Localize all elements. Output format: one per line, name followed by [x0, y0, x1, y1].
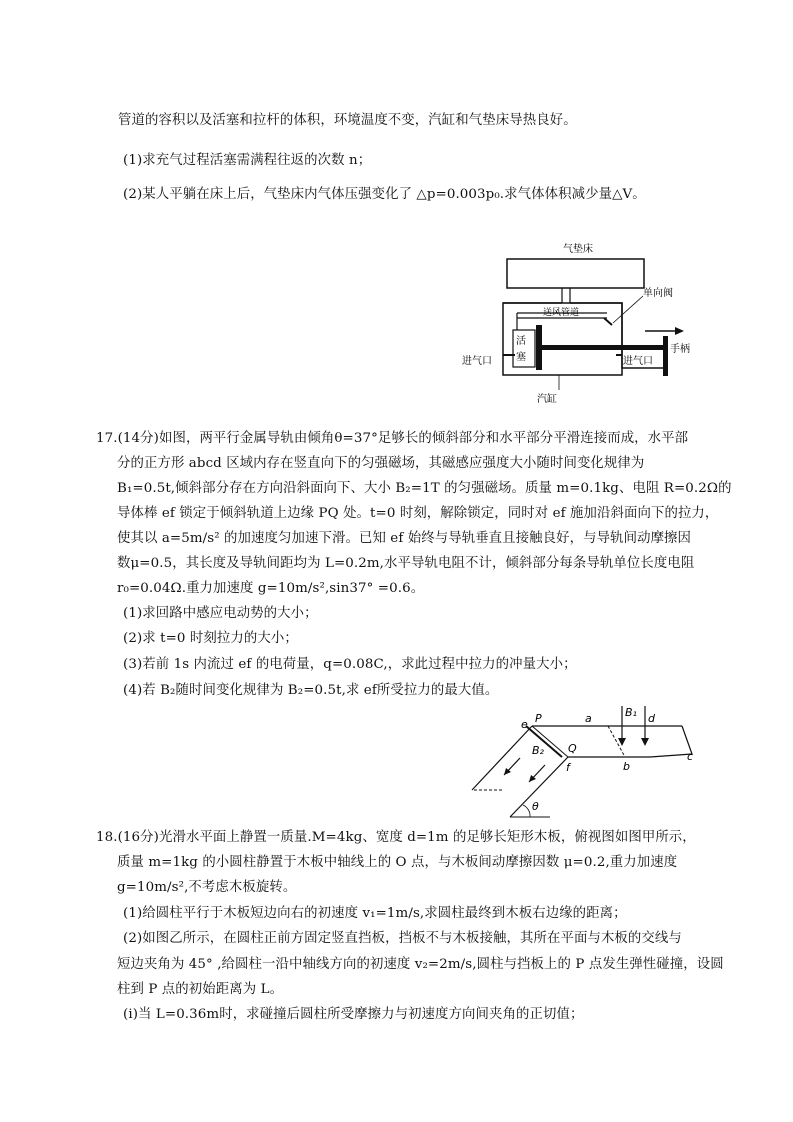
b1-arrow-right-icon — [641, 738, 649, 746]
piston — [536, 325, 542, 370]
q17-sub3: (3)若前 1s 内流过 ef 的电荷量，q=0.08C,，求此过程中拉力的冲量大小； — [123, 657, 577, 672]
label-P: P — [535, 712, 542, 725]
label-c: c — [687, 750, 694, 763]
q18-line-1: 18.(16分)光滑水平面上静置一质量.M=4kg、宽度 d=1m 的足够长矩形木板，俯视图如图甲所示， — [96, 830, 696, 845]
q18-line-7: 柱到 P 点的初始距离为 L。 — [117, 982, 284, 997]
air-pipe-label: 送风管道 — [543, 308, 580, 318]
piston-label-1: 活 — [516, 336, 526, 347]
q17-line-3: B₁=0.5t,倾斜部分存在方向沿斜面向下、大小 B₂=1T 的匀强磁场。质量 m=0.1kg、电阻 R=0.2Ω的 — [117, 481, 732, 496]
incline-rail-left — [472, 726, 532, 790]
b1-arrow-left-icon — [618, 738, 626, 746]
label-b: b — [623, 760, 630, 773]
air-bed-pump-figure — [455, 238, 705, 410]
theta-label: θ — [532, 800, 539, 813]
check-valve — [604, 318, 612, 325]
q17-line-4: 导体棒 ef 锁定于倾斜轨道上边缘 PQ 处。t=0 时刻，解除锁定，同时对 ef 施加沿斜面向下的拉力， — [117, 506, 719, 521]
q17-line-1: 17.(14分)如图，两平行金属导轨由倾角θ=37°足够长的倾斜部分和水平部分平滑连接而成，水平部 — [96, 431, 689, 446]
q17-sub2: (2)求 t=0 时刻拉力的大小； — [123, 631, 298, 646]
handle-label: 手柄 — [670, 344, 690, 355]
q16-sub2: (2)某人平躺在床上后，气垫床内气体压强变化了 △p=0.003p₀.求气体体积减少量△V。 — [123, 187, 646, 202]
q18-line-8: (i)当 L=0.36m时，求碰撞后圆柱所受摩擦力与初速度方向间夹角的正切值； — [123, 1007, 584, 1022]
inlet-left-label: 进气口 — [462, 356, 492, 367]
label-B1: B₁ — [625, 706, 637, 719]
label-e: e — [521, 718, 528, 731]
q17-sub1: (1)求回路中感应电动势的大小； — [123, 606, 318, 621]
air-bed-rect — [507, 259, 644, 288]
q18-line-4: (1)给圆柱平行于木板短边向右的初速度 v₁=1m/s,求圆柱最终到木板右边缘的距离； — [123, 906, 627, 921]
handle-arrow-icon — [675, 327, 684, 335]
check-valve-label: 单向阀 — [643, 288, 673, 299]
label-d: d — [648, 712, 655, 725]
handle-bar — [663, 336, 668, 376]
q17-line-7: r₀=0.04Ω.重力加速度 g=10m/s²,sin37° =0.6。 — [117, 581, 425, 596]
pull-rod — [542, 345, 667, 350]
q18-line-2: 质量 m=1kg 的小圆柱静置于木板中轴线上的 O 点，与木板间动摩擦因数 μ=0.2,重力加速度 — [117, 855, 678, 870]
rails-figure — [460, 700, 710, 820]
q17-line-6: 数μ=0.5，其长度及导轨间距均为 L=0.2m,水平导轨电阻不计，倾斜部分每条导轨单位长度电阻 — [117, 556, 695, 571]
piston-label-2: 塞 — [516, 352, 526, 363]
inlet-right-label: 进气口 — [623, 356, 653, 367]
q18-line-5: (2)如图乙所示，在圆柱正前方固定竖直挡板，挡板不与木板接触，其所在平面与木板的交线与 — [123, 931, 682, 946]
bed-label: 气垫床 — [563, 244, 593, 255]
q16-sub1: (1)求充气过程活塞需满程往返的次数 n； — [123, 153, 372, 168]
q17-line-5: 使其以 a=5m/s² 的加速度匀加速下滑。已知 ef 始终与导轨垂直且接触良好，与导轨间动摩擦因 — [117, 531, 692, 546]
cylinder-label: 汽缸 — [537, 394, 557, 405]
q18-line-3: g=10m/s²,不考虑木板旋转。 — [117, 880, 297, 895]
incline-rail-right — [510, 757, 568, 817]
q16-intro-line: 管道的容积以及活塞和拉杆的体积，环境温度不变，汽缸和气垫床导热良好。 — [118, 113, 577, 128]
label-B2: B₂ — [532, 744, 544, 757]
q17-sub4: (4)若 B₂随时间变化规律为 B₂=0.5t,求 ef所受拉力的最大值。 — [123, 683, 499, 698]
label-f: f — [566, 761, 570, 774]
q17-line-2: 分的正方形 abcd 区域内存在竖直向下的匀强磁场，其磁感应强度大小随时间变化规律为 — [117, 456, 645, 471]
q18-line-6: 短边夹角为 45° ,给圆柱一沿中轴线方向的初速度 v₂=2m/s,圆柱与挡板上的 P 点发生弹性碰撞，设圆 — [117, 957, 724, 972]
label-Q: Q — [568, 742, 577, 755]
label-a: a — [585, 712, 592, 725]
